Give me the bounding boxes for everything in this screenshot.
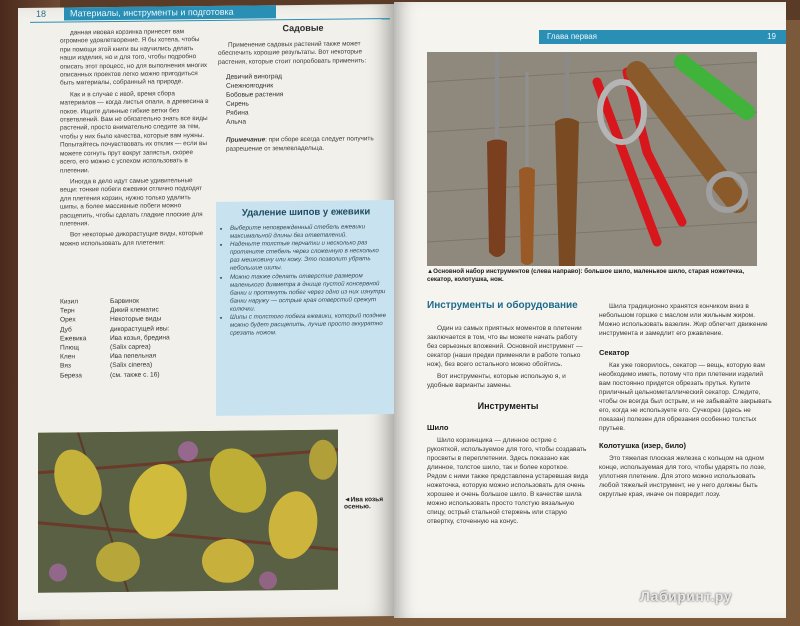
table-row: Орех Некоторые виды xyxy=(60,315,162,324)
wild-plants-table xyxy=(60,296,210,380)
list-item: • Шипы с толстого побега ежевики, который позднее можно будет расщепить, лучше просто аккуратно срезать ножом. xyxy=(230,312,390,338)
paragraph: данная ивовая корзинка принесет вам огромное удовлетворение. Я бы хотела, чтобы при помощи этой книги вы научились делать наши изделия, но и для того, чтобы подробно описать этот процесс, но для выполнения многих описанных проектов легко можно пригодиться быть материалы, собранный на природе. xyxy=(60,28,208,87)
table-row: Клен Ива пепельная xyxy=(60,352,157,361)
table-row: Кизил Барвинок xyxy=(60,297,140,306)
paragraph: Шила традиционно хранятся кончиком вниз в небольшом горшке с маслом или жильным жиром. Можно использовать вазелин. Жир облегчит движение инструмента и замедлит его ржавление. xyxy=(599,303,768,337)
table-row: Вяз (Salix cinerea) xyxy=(60,361,153,370)
watermark-logo: Лабиринт.ру xyxy=(640,588,732,604)
list-item: Бобовые растения xyxy=(226,91,284,100)
section-title: Инструменты и оборудование xyxy=(427,300,578,311)
left-header-title: Материалы, инструменты и подготовка xyxy=(64,5,276,20)
tools-illustration xyxy=(427,52,757,266)
garden-heading: Садовые xyxy=(282,22,324,34)
left-running-header xyxy=(30,4,390,23)
paragraph: Вот некоторые дикорастущие виды, которые можно использовать для плетения: xyxy=(60,230,204,248)
list-item: Рябина xyxy=(226,109,249,118)
garden-intro: Применение садовых растений также может обеспечить хорошие результаты. Вот некоторые растения, которые стоит попробовать применить: xyxy=(218,40,367,66)
garden-plant-list xyxy=(218,71,388,127)
table-row: Плющ (Salix caprea) xyxy=(60,343,151,352)
paragraph: Это тяжелая плоская железка с кольцом на одном конце, используемая для того, чтобы ударять по лозе, уплотняя плетение. Для этого можно использовать любой тяжелый инструмент, не у него должны быть округлые края, иначе он повредит лозу. xyxy=(599,455,766,498)
sidebar-list xyxy=(216,223,396,338)
sidebar-box xyxy=(216,200,396,416)
right-page xyxy=(394,2,786,618)
table-row: Береза (см. также с. 16) xyxy=(60,371,160,380)
table-row: Дуб дикорастущей ивы: xyxy=(60,324,170,334)
paragraph: Один из самых приятных моментов в плетении заключается в том, что вы можете начать работу без серьезных вложений. Основной инструмент — секатор (наши предки применяли в работе только нож), без всего остального можно обойтись. xyxy=(427,325,583,368)
tools-photo xyxy=(427,52,757,266)
tools-photo-caption: ▲Основной набор инструментов (слева направо): большое шило, маленькое шило, старая ножетечка, секатор, колотушка, нож. xyxy=(427,268,745,283)
list-item: • Можно также сделать отверстие размером маленького диаметра в днище пустой консервной банки и протянуть побег через одно из них изнутри банки наружу — острые края отверстий срежут колючки. xyxy=(230,272,390,314)
list-item: Снежноягодник xyxy=(226,82,274,91)
mallet-title: Колотушка (изер, било) xyxy=(599,441,686,450)
list-item: Сирень xyxy=(226,100,249,109)
left-column-text xyxy=(60,28,210,252)
note xyxy=(218,135,388,154)
right-column-right xyxy=(599,302,774,502)
garden-column xyxy=(218,22,388,154)
left-page xyxy=(18,4,394,620)
list-item: Девичий виноград xyxy=(226,73,283,82)
paragraph: Как и в случае с ивой, время сбора материалов — когда листья опали, а древесина в покое. Ищите длинные гибкие ветки без ответвлений. Вам не обязательно знать все виды растений, просто внимательно следите за тем, чтобы у них было качества, которые вам нужны. Попытайтесь почувствовать их отклик — если вы можете согнуть прут вокруг запястья, скорее всего, его можно с успехом использовать в плетении. xyxy=(60,90,209,175)
right-column-left xyxy=(427,324,589,529)
paragraph: Как уже говорилось, секатор — вещь, которую вам необходимо иметь, потому что при плетении изделий вам постоянно придется обрезать прутья. Купите приличный цельнометаллический секатор. Следите, чтобы он всегда был острым, и не забывайте закрывать его, когда не используете его. Сучкорез (здесь не показан) полезен для обрезания особенно толстых прутьев. xyxy=(599,362,772,432)
awl-title: Шило xyxy=(427,423,449,432)
right-header-title: Глава первая xyxy=(547,32,598,41)
note-text: : при сборе всегда следует получить разрешение от землевладельца. xyxy=(226,135,374,153)
table-row: Ежевика Ива козья, бредина xyxy=(60,334,170,343)
willow-photo-caption: ◄Ива козья осенью. xyxy=(344,496,384,511)
secateurs-title: Секатор xyxy=(599,348,630,357)
list-item: Алыча xyxy=(226,118,247,127)
willow-leaves-photo xyxy=(38,430,338,593)
paragraph: Вот инструменты, которые использую я, и удобные варианты замены. xyxy=(427,373,566,389)
right-page-number: 19 xyxy=(767,32,776,41)
list-item: • Выберите неповрежденный стебель ежевики максимальной длины без ответвлений. xyxy=(230,223,390,241)
paragraph: Иногда в дело идут самые удивительные вещи: тонкие побеги ежевики отлично подходят для плетения корзин, нужно только удалить шипы, а более массивные побеги можно расщепить, чтобы сделать гладкие плоские для плетения. xyxy=(60,177,203,228)
sidebar-title: Удаление шипов у ежевики xyxy=(241,206,371,219)
right-running-header xyxy=(539,30,786,44)
paragraph: Шило корзинщика — длинное острие с рукояткой, используемое для того, чтобы создавать просветы в переплетении. Здесь показано как длинное, толстое шило, так и более короткое. Рядом с ними также представлена устаревшая вида ножеточка, которую можно использовать для очень хорошее и очень большое шило. В качестве шила можно использовать просто толстую вязальную спицу, острый стальной стержень или старую отвертку, сточенную на конус. xyxy=(427,437,589,525)
tools-subheading: Инструменты xyxy=(477,401,539,411)
table-row: Терн Дикий клематис xyxy=(60,306,159,315)
note-label: Примечание xyxy=(226,136,266,145)
list-item: • Наденьте толстые перчатки и несколько раз протяните стебель через сложенную в несколько раз мешковину или кожу. Это позволит убрать небольшие шипы. xyxy=(230,239,390,273)
left-page-number: 18 xyxy=(36,8,47,19)
leaves-illustration xyxy=(38,430,338,593)
